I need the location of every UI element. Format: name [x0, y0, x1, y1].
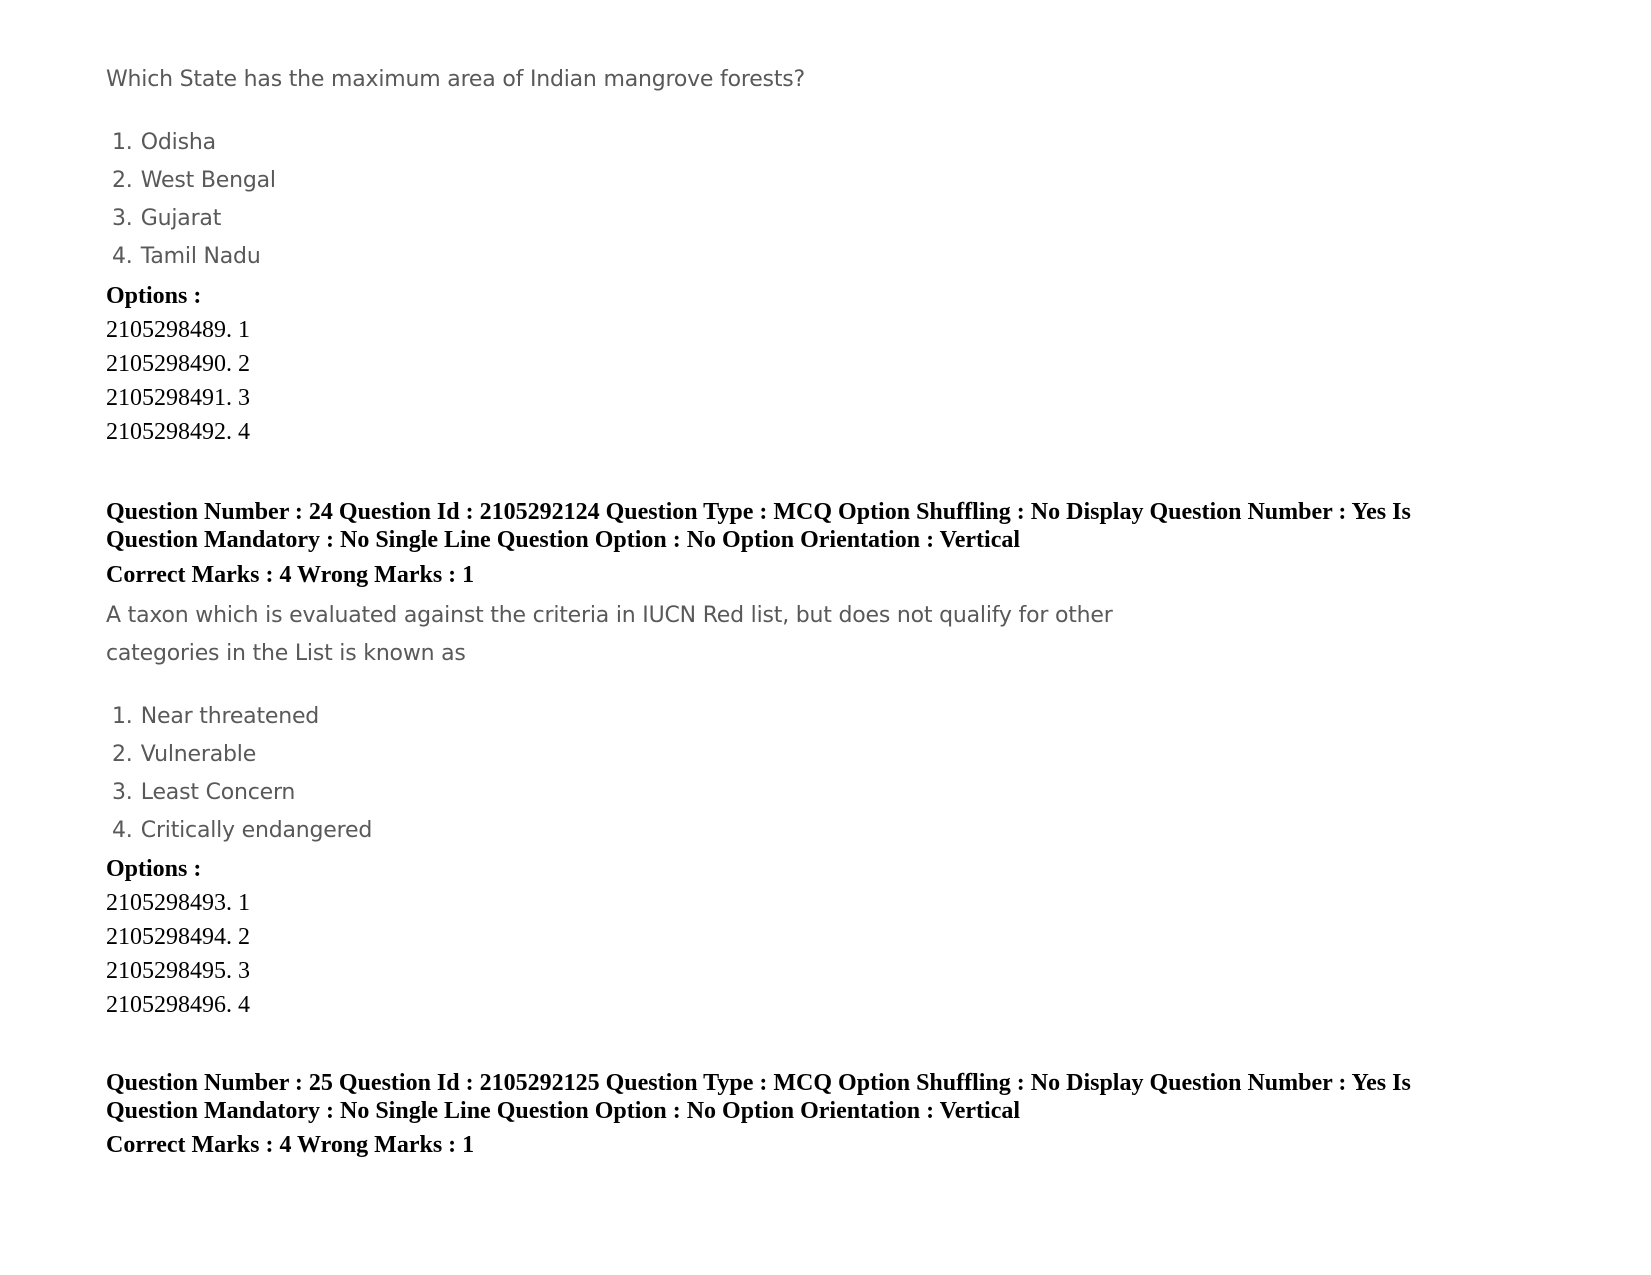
options-label: Options :: [106, 856, 202, 882]
question-text-line: categories in the List is known as: [106, 641, 466, 666]
question-24-options: [106, 886, 1546, 1022]
question-meta-line: Question Number : 25 Question Id : 2105292125 Question Type : MCQ Option Shuffling : No Display Question Number : Yes Is: [106, 1070, 1411, 1096]
question-24-choices: [106, 698, 1546, 850]
question-23-text: Which State has the maximum area of Indian mangrove forests?: [106, 67, 805, 92]
question-24-text: [106, 597, 1546, 673]
question-25-marks: Correct Marks : 4 Wrong Marks : 1: [106, 1132, 475, 1158]
question-25-meta: [106, 1069, 1546, 1125]
choice-item: 3. Least Concern: [112, 780, 296, 805]
option-id-line: 2105298490. 2: [106, 351, 250, 377]
option-id-line: 2105298491. 3: [106, 385, 250, 411]
option-id-line: 2105298494. 2: [106, 924, 250, 950]
question-meta-line: Question Mandatory : No Single Line Question Option : No Option Orientation : Vertical: [106, 1098, 1021, 1124]
options-label: Options :: [106, 283, 202, 309]
choice-item: 4. Tamil Nadu: [112, 244, 261, 269]
choice-item: 1. Near threatened: [112, 704, 320, 729]
choice-item: 3. Gujarat: [112, 206, 222, 231]
option-id-line: 2105298492. 4: [106, 419, 250, 445]
option-id-line: 2105298493. 1: [106, 890, 250, 916]
option-id-line: 2105298495. 3: [106, 958, 250, 984]
question-24-marks: Correct Marks : 4 Wrong Marks : 1: [106, 562, 475, 588]
choice-item: 4. Critically endangered: [112, 818, 373, 843]
question-meta-line: Question Number : 24 Question Id : 2105292124 Question Type : MCQ Option Shuffling : No Display Question Number : Yes Is: [106, 499, 1411, 525]
question-24-meta: [106, 498, 1546, 554]
option-id-line: 2105298496. 4: [106, 992, 250, 1018]
choice-item: 2. Vulnerable: [112, 742, 257, 767]
question-text-line: A taxon which is evaluated against the criteria in IUCN Red list, but does not qualify for other: [106, 603, 1113, 628]
option-id-line: 2105298489. 1: [106, 317, 250, 343]
choice-item: 2. West Bengal: [112, 168, 276, 193]
choice-item: 1. Odisha: [112, 130, 216, 155]
question-23-options: [106, 313, 1546, 449]
question-meta-line: Question Mandatory : No Single Line Question Option : No Option Orientation : Vertical: [106, 527, 1021, 553]
question-23-choices: [106, 124, 1546, 276]
